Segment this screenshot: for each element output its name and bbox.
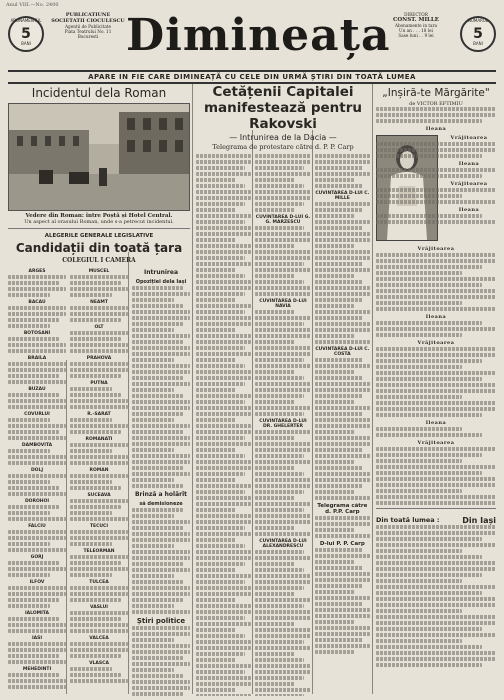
center-zone [196,84,370,696]
candidates-headline: Candidații din toată țara [15,241,183,255]
article-column: CUVINTAREA D-LUI C. MILLE CUVINTAREA D-LUI C. COSTA Telegrama către d. P.P. Carp D-lui P. P. Carp [315,154,370,696]
photo-caption: Vedere din Roman: între Poștă și Hotel Central. Un aspect al orasului Roman, unde s-a petrecut incidentul. [24,213,174,225]
district-list: ARGES BACAU BOTOSANI BRAILA BUZAU COVURLUI DAMBOVITA DOLJ DOROHOI FALCIU GORJ ILFOV IALOMITA IASI MEHEDINTI [8,266,66,696]
news-briefs [376,525,496,667]
column-rule [372,84,373,694]
publisher-box: PUBLICATIUNE SOCIETATII CIOCULESCU Agentii de Publicitate Piata Teatrului No. 11 Bucuresti [51,12,125,39]
left-zone [8,84,190,696]
district-list: MUSCEL NEAMT OLT PRAHOVA PUTNA R.-SARAT ROMANATI ROMAN SUCEAVA TECUCI TELEORMAN TULCEA VASLUI VALCEA VLASCA [70,266,128,696]
political-news-headline: Știri politice [136,617,186,625]
telegram-subhead: Telegrama de protestare către d. P. P. Carp [212,143,354,151]
college-heading: COLEGIUL I CAMERA [62,257,136,264]
director-box: DIRECTOR CONST. MILLE Abonamente in tara Un an . . . 18 lei Sase luni . . 9 lei [393,12,439,38]
masthead-title: Dimineața [126,10,391,61]
price-stamp-left: ABONAMENTUL 5 BANI [8,16,44,52]
price-stamp-right: NUMARUL 5 BANI [460,16,496,52]
issue-number: Anul VIII.—No. 2400 [6,2,59,8]
brinza-headline: Brinză a holărît [134,491,187,498]
rakovski-headline: Cetățenii Capitalei manifestează pentru Rakovski [203,84,363,132]
right-zone [376,84,496,696]
roman-street-photo [8,103,190,211]
world-news-headline: Din toată lumea : [376,516,440,524]
masthead [8,10,496,68]
article-column [196,154,251,696]
poem-body: Ileana Vrăjitoarea Ileana Vrăjitoarea Ileana Vrăjitoarea Ileana Vrăjitoarea Ileana Vrăjitoarea [376,107,496,505]
elections-kicker: ALEGERILE GENERALE LEGISLATIVE [44,233,154,239]
middle-column: Intrunirea Opoziției dela Iași Brinză a holărît să demisioneze Știri politice [132,266,190,696]
column-rule [192,84,193,694]
iasi-news-headline: Din Iași [462,516,496,525]
roman-incident-headline: Incidentul dela Roman [31,86,167,100]
opposition-headline: Intrunirea [143,269,178,276]
article-column: CUVINTAREA D-LUI G. G. MARZESCU CUVINTAREA D-LUI NAVIA CUVINTAREA D-LUI DR. GHELERTER CUVINTAREA D-LUI ALEXANDRESCU [255,154,310,696]
dacia-subhead: — Intrunirea de la Dacia — [229,133,337,142]
poem-headline: „Inșiră-te Mărgărite" [382,87,490,99]
poem-byline: de VICTOR EFTIMIU [409,101,463,107]
tagline-banner: APARE IN FIE CARE DIMINEAȚĂ CU CELE DIN URMĂ ȘTIRI DIN TOATĂ LUMEA [8,70,496,84]
